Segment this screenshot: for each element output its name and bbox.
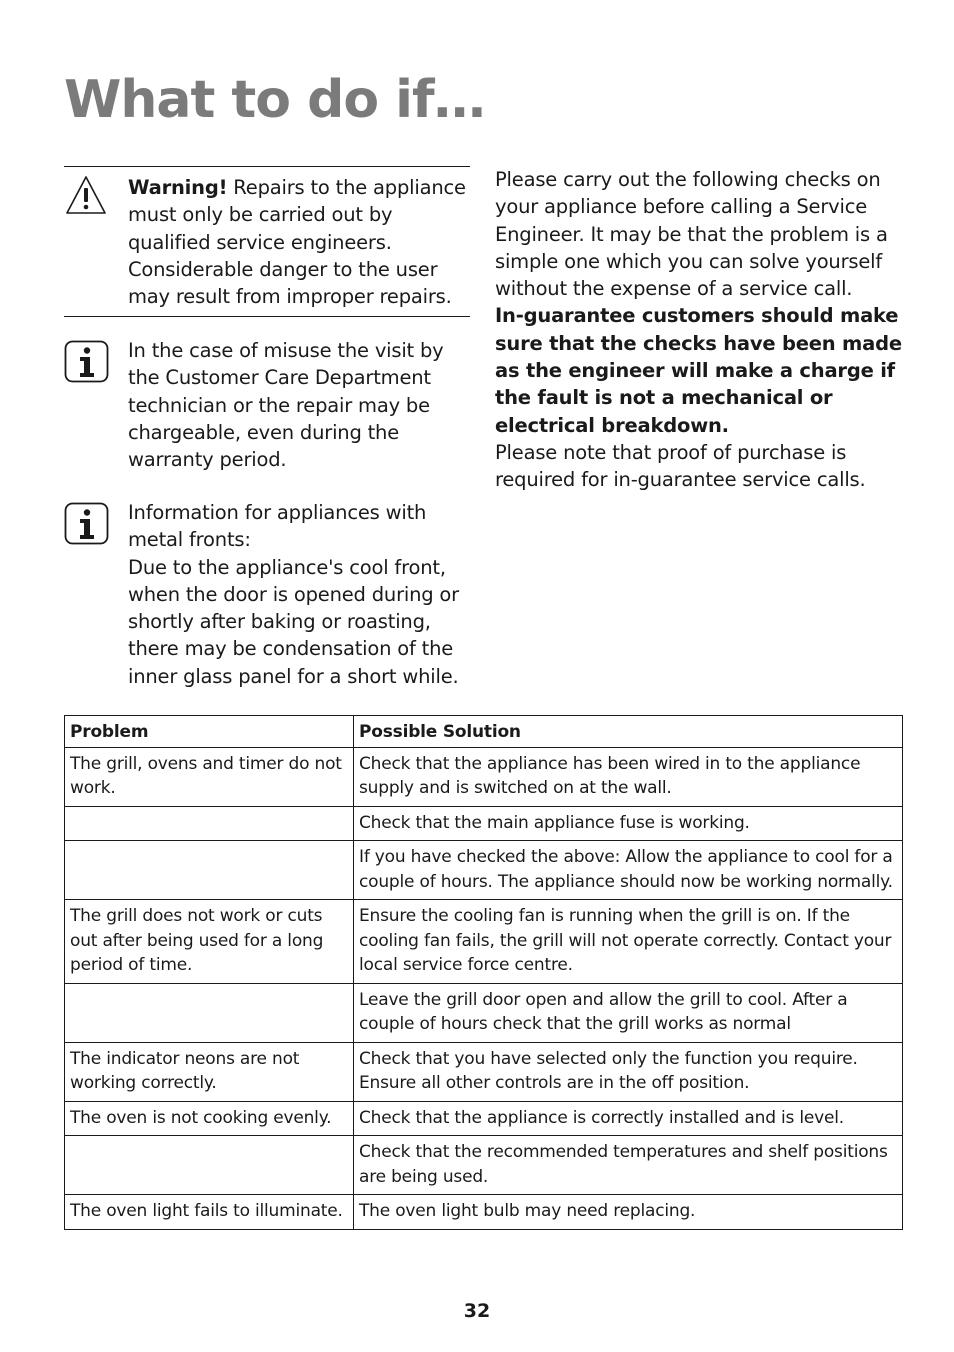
info-metal-text [128,499,473,690]
solution-cell: The oven light bulb may need replacing. [354,1195,903,1230]
header-solution: Possible Solution [354,716,903,748]
problem-cell: The oven is not cooking evenly. [65,1101,354,1136]
table-row [65,1042,903,1101]
problem-cell: The grill does not work or cuts out after being used for a long period of time. [65,900,354,984]
table-row [65,900,903,984]
header-problem: Problem [65,716,354,748]
solution-cell: Ensure the cooling fan is running when the grill is on. If the cooling fan fails, the grill will not operate correctly. Contact your local service force centre. [354,900,903,984]
table-row [65,1101,903,1136]
solution-cell: Check that the appliance has been wired in to the appliance supply and is switched on at the wall. [354,747,903,806]
solution-cell: Check that the main appliance fuse is working. [354,806,903,841]
warning-body: Repairs to the appliance must only be carried out by qualified service engineers. Considerable danger to the user may result from improper repairs. [128,176,466,309]
table-row [65,841,903,900]
proof-of-purchase-note: Please note that proof of purchase is required for in-guarantee service calls. [495,440,866,492]
info-icon [64,502,110,550]
solution-cell: If you have checked the above: Allow the appliance to cool for a couple of hours. The appliance should now be working normally. [354,841,903,900]
problem-cell: The indicator neons are not working correctly. [65,1042,354,1101]
table-row [65,747,903,806]
solution-cell: Check that the appliance is correctly installed and is level. [354,1101,903,1136]
problem-cell [65,841,354,900]
info-misuse-text: In the case of misuse the visit by the Customer Care Department technician or the repair may be chargeable, even during the warranty period. [128,339,444,472]
table-header-row [65,716,903,748]
problem-cell [65,1136,354,1195]
info-metal-line1: Information for appliances with metal fronts: [128,501,427,552]
solution-cell: Leave the grill door open and allow the grill to cool. After a couple of hours check that the grill works as normal [354,983,903,1042]
info-metal-line2: Due to the appliance's cool front, when the door is opened during or shortly after baking or roasting, there may be condensation of the inner glass panel for a short while. [128,555,459,688]
info-icon [64,340,110,388]
troubleshooting-table [64,715,903,1230]
problem-cell [65,983,354,1042]
intro-column [495,166,907,494]
table-row [65,1136,903,1195]
page-title: What to do if… [64,70,485,130]
problem-cell [65,806,354,841]
problem-cell: The oven light fails to illuminate. [65,1195,354,1230]
guarantee-notice: In-guarantee customers should make sure that the checks have been made as the engineer will make a charge if the fault is not a mechanical or electrical breakdown. [495,304,902,437]
warning-text [128,174,473,310]
divider-bottom [64,316,470,317]
table-row [65,806,903,841]
table-row [65,983,903,1042]
page-number: 32 [463,1300,491,1322]
intro-paragraph: Please carry out the following checks on your appliance before calling a Service Engineer. It may be that the problem is a simple one which you can solve yourself without the expense of a service call. [495,168,888,301]
warning-triangle-icon [64,174,108,220]
warning-lead: Warning! [128,176,228,199]
divider-top [64,166,470,167]
solution-cell: Check that the recommended temperatures and shelf positions are being used. [354,1136,903,1195]
problem-cell: The grill, ovens and timer do not work. [65,747,354,806]
solution-cell: Check that you have selected only the function you require. Ensure all other controls are in the off position. [354,1042,903,1101]
table-row [65,1195,903,1230]
